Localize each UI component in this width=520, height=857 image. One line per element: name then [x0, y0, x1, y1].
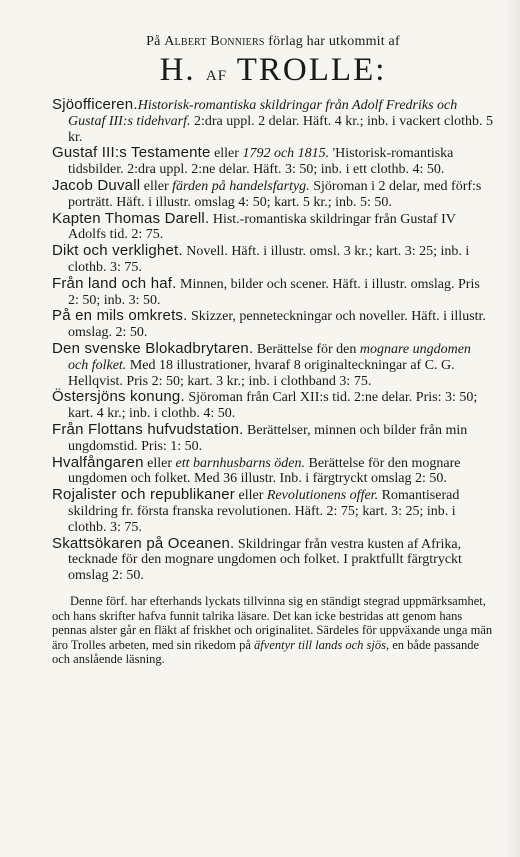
book-details: Sjöroman i 2 delar, med förf:s porträtt. Häft. i illustr. omslag 4: 50; kart. 5 kr.; inb. 5: 50.	[68, 178, 482, 210]
book-details: Minnen, bilder och scener. Häft. i illustr. omslag. Pris 2: 50; inb. 3: 50.	[68, 276, 480, 308]
book-title: Hvalfångaren	[52, 453, 144, 471]
book-details: 2:dra uppl. 2 delar. Häft. 4 kr.; inb. i vackert clothb. 5 kr.	[68, 113, 493, 145]
book-details: Berättelser, minnen och bilder från min ungdomstid. Pris: 1: 50.	[68, 422, 468, 454]
author-title	[52, 52, 494, 91]
book-entry	[52, 308, 494, 341]
book-subtitle: ett barnhusbarns öden.	[175, 455, 305, 471]
book-list	[52, 97, 494, 584]
book-details: 'Historisk-romantiska tidsbilder. 2:dra uppl. 2:ne delar. Häft. 3: 50; inb. i ett clothb. 4: 50.	[68, 146, 454, 178]
book-title: Dikt och verklighet.	[52, 242, 183, 260]
book-subtitle: färden på handelsfartyg.	[172, 178, 310, 194]
book-details: Skildringar från vestra kusten af Afrika, tecknade för den mognare ungdomen och folket. I praktfullt färgtryckt omslag 2: 50.	[68, 536, 462, 584]
author-notice	[52, 594, 494, 667]
book-entry	[52, 487, 494, 535]
book-title: Från land och haf.	[52, 274, 177, 292]
book-title: Rojalister och republikaner	[52, 486, 235, 504]
book-details: Romantiserad skildring fr. första franska revolutionen. Häft. 2: 75; kart. 3: 25; inb. i clothb. 3: 75.	[68, 488, 460, 535]
book-title: Den svenske Blokadbrytaren.	[52, 339, 254, 357]
book-subtitle: 1792 och 1815.	[242, 146, 330, 162]
publisher-line	[52, 34, 494, 50]
notice-text-italic: äfventyr till lands och sjös,	[254, 637, 390, 652]
book-entry	[52, 389, 494, 422]
book-title: Jacob Duvall	[52, 176, 141, 194]
book-details: Novell. Häft. i illustr. omsl. 3 kr.; kart. 3: 25; inb. i clothb. 3: 75.	[68, 244, 470, 275]
author-surname: TROLLE:	[236, 52, 387, 88]
book-subtitle: Revolutionens offer.	[266, 488, 379, 504]
book-title: Från Flottans hufvudstation.	[52, 420, 244, 438]
book-subtitle-2: mognare ungdomen och folket.	[68, 341, 471, 373]
book-entry	[52, 536, 494, 584]
book-connector: eller	[235, 488, 267, 504]
book-connector: eller	[140, 178, 173, 194]
book-details: Skizzer, penneteckningar och noveller. Häft. i illustr. omslag. 2: 50.	[68, 309, 486, 341]
book-entry	[52, 243, 494, 276]
book-details-2: Med 18 illustrationer, hvaraf 8 originalteckningar af C. G. Hellqvist. Pris 2: 50; kart. 3 kr.; inb. i clothband 3: 75.	[68, 357, 455, 389]
book-entry	[52, 97, 494, 145]
publisher-line-post: förlag har utkommit af	[264, 34, 400, 49]
book-entry	[52, 276, 494, 309]
book-entry	[52, 455, 494, 488]
notice-text-a: Denne förf. har efterhands lyckats tillvinna sig en ständigt stegrad uppmärksamhet, och hans skrifter hafva funnit talrika läsare. Det kan icke bestridas att genom hans pennas alster går en fläkt af friskhet och originalitet. Särdeles för uppväxande unga män äro Trolles arbeten, med sin rikedom på	[52, 593, 493, 652]
book-title: Sjöofficeren.	[52, 96, 138, 113]
book-connector: eller	[210, 146, 243, 162]
publisher-line-pre: På	[146, 34, 165, 49]
book-details: Sjöroman från Carl XII:s tid. 2:ne delar. Pris: 3: 50; kart. 4 kr.; inb. i clothb. 4: 50.	[68, 390, 478, 422]
book-title: Gustaf III:s Testamente	[52, 144, 211, 162]
author-af: af	[205, 60, 228, 85]
book-title: Skattsökaren på Oceanen.	[52, 534, 235, 552]
book-details: Hist.-romantiska skildringar från Gustaf IV Adolfs tid. 2: 75.	[68, 211, 456, 243]
publisher-name: Albert Bonniers	[164, 34, 265, 49]
author-initial: H.	[159, 52, 196, 88]
book-title: Östersjöns konung.	[52, 388, 185, 406]
book-entry	[52, 422, 494, 455]
book-entry	[52, 341, 494, 389]
page-edge	[506, 0, 520, 857]
notice-text-b: en både passande och anslående läsning.	[52, 637, 480, 667]
book-details: Berättelse för den mognare ungdomen och folket. Med 36 illustr. Inb. i färgtryckt omslag 2: 50.	[68, 455, 461, 487]
book-details: Berättelse för den	[253, 341, 360, 357]
book-title: På en mils omkrets.	[52, 307, 188, 325]
book-entry	[52, 178, 494, 211]
book-title: Kapten Thomas Darell.	[52, 209, 210, 227]
book-entry	[52, 211, 494, 244]
book-entry	[52, 145, 494, 178]
book-connector: eller	[143, 455, 176, 471]
book-subtitle: Historisk-romantiska skildringar från Adolf Fredriks och Gustaf III:s tidehvarf.	[68, 98, 458, 129]
